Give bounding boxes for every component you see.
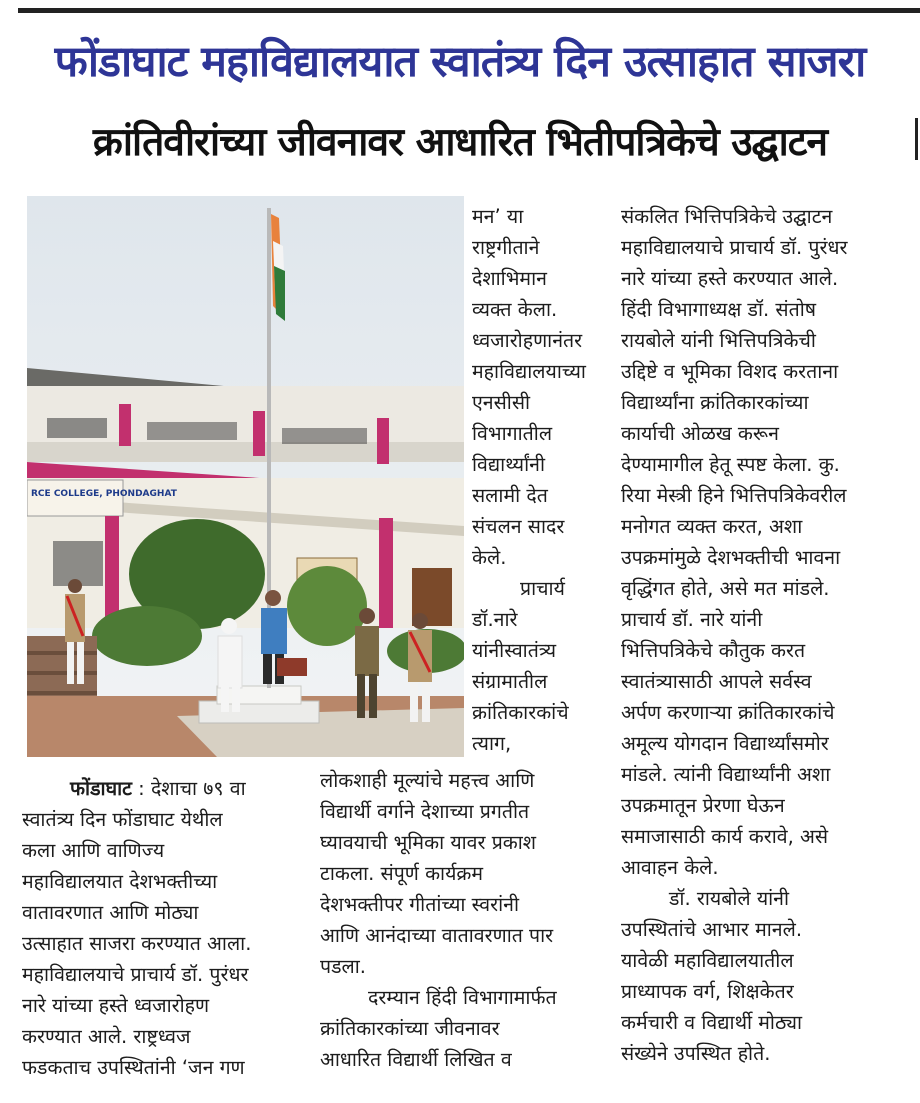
subheadline: क्रांतिवीरांच्या जीवनावर आधारित भितीपत्रिकेचे उद्घाटन — [92, 120, 828, 165]
text-line: डॉ.नारे — [472, 608, 518, 631]
text-line: यावेळी महाविद्यालयातील — [621, 949, 794, 972]
text-line: संख्येने उपस्थित होते. — [621, 1042, 771, 1065]
text-line: घ्यावयाची भूमिका यावर प्रकाश — [320, 831, 537, 854]
text-line: समाजासाठी कार्य करावे, असे — [621, 825, 829, 848]
text-line: मांडले. त्यांनी विद्यार्थ्यांनी अशा — [621, 763, 831, 786]
text-line: सलामी देत — [472, 484, 548, 507]
text-line: संचलन सादर — [472, 515, 565, 538]
text-line: वृद्धिंगत होते, असे मत मांडले. — [621, 577, 830, 600]
text-line: कर्मचारी व विद्यार्थी मोठ्या — [621, 1011, 803, 1034]
text-line: केले. — [472, 546, 507, 569]
text-line: विद्यार्थ्यांनी — [472, 453, 545, 476]
text-line: आणि आनंदाच्या वातावरणात पार — [320, 924, 554, 947]
text-line: कला आणि वाणिज्य — [22, 839, 165, 862]
text-line: महाविद्यालयात देशभक्तीच्या — [22, 870, 218, 893]
text-line: मनोगत व्यक्त करत, अशा — [621, 515, 803, 538]
text-line: विद्यार्थी वर्गाने देशाच्या प्रगतीत — [320, 800, 530, 823]
text-line: मन’ या — [472, 205, 524, 228]
text-line: करण्यात आले. राष्ट्रध्वज — [22, 1025, 191, 1048]
text-line: उपस्थितांचे आभार मानले. — [621, 918, 803, 941]
text-line: भित्तिपत्रिकेचे कौतुक करत — [621, 639, 806, 662]
text-line: देशभक्तीपर गीतांच्या स्वरांनी — [320, 893, 519, 916]
text-line: उपक्रमांमुळे देशभक्तीची भावना — [621, 546, 841, 569]
text-line: विभागातील — [472, 422, 553, 445]
text-line: स्वातंत्र्य दिन फोंडाघाट येथील — [22, 808, 223, 831]
text-line: महाविद्यालयाचे प्राचार्य डॉ. पुरंधर — [22, 963, 249, 986]
text-line: उत्साहात साजरा करण्यात आला. — [22, 932, 252, 955]
text-line: त्याग, — [472, 732, 512, 755]
text-line: देशाभिमान — [472, 267, 547, 290]
dateline: फोंडाघाट — [70, 777, 132, 800]
text-line: नारे यांच्या हस्ते करण्यात आले. — [621, 267, 839, 290]
text-line: यांनीस्वातंत्र्य — [472, 639, 557, 662]
text-line: रायबोले यांनी भित्तिपत्रिकेची — [621, 329, 816, 352]
text-line: देण्यामागील हेतू स्पष्ट केला. कु. — [621, 453, 840, 476]
text-line: डॉ. रायबोले यांनी — [669, 887, 790, 910]
text-line: आधारित विद्यार्थी लिखित व — [320, 1048, 512, 1071]
text-line: नारे यांच्या हस्ते ध्वजारोहण — [22, 994, 210, 1017]
text-line: आवाहन केले. — [621, 856, 719, 879]
text-line: वातावरणात आणि मोठ्या — [22, 901, 199, 924]
text-line: अमूल्य योगदान विद्यार्थ्यांसमोर — [621, 732, 829, 755]
text-line: स्वातंत्र्यासाठी आपले सर्वस्व — [621, 670, 812, 693]
text-line: संग्रामातील — [472, 670, 548, 693]
headline: फोंडाघाट महाविद्यालयात स्वातंत्र्य दिन उत्साहात साजरा — [54, 37, 866, 87]
text-line: उद्दिष्टे व भूमिका विशद करताना — [621, 360, 839, 383]
column-right — [621, 201, 891, 1069]
text-line: अर्पण करणाऱ्या क्रांतिकारकांचे — [621, 701, 835, 724]
text-line: हिंदी विभागाध्यक्ष डॉ. संतोष — [621, 298, 817, 321]
text-line: लोकशाही मूल्यांचे महत्त्व आणि — [320, 769, 535, 792]
top-rule — [18, 8, 920, 13]
text-line: : देशाचा ७९ वा — [131, 777, 246, 800]
text-line: टाकला. संपूर्ण कार्यक्रम — [320, 862, 484, 885]
narrow-column — [472, 201, 612, 759]
text-line: फडकताच उपस्थितांनी ‘जन गण — [22, 1056, 245, 1079]
text-line: दरम्यान हिंदी विभागामार्फत — [368, 986, 557, 1009]
text-line: प्राचार्य — [520, 577, 565, 600]
text-line: क्रांतिकारकांच्या जीवनावर — [320, 1017, 500, 1040]
column-middle — [320, 765, 612, 1075]
photo-banner-text: RCE COLLEGE, PHONDAGHAT — [31, 489, 177, 499]
text-line: ध्वजारोहणानंतर — [472, 329, 583, 352]
text-line: रिया मेस्त्री हिने भित्तिपत्रिकेवरील — [621, 484, 847, 507]
text-line: विद्यार्थ्यांना क्रांतिकारकांच्या — [621, 391, 809, 414]
text-line: एनसीसी — [472, 391, 531, 414]
article-photo — [27, 196, 464, 757]
text-line: राष्ट्रगीताने — [472, 236, 540, 259]
text-line: महाविद्यालयाच्या — [472, 360, 586, 383]
text-line: प्राध्यापक वर्ग, शिक्षकेतर — [621, 980, 794, 1003]
text-line: महाविद्यालयाचे प्राचार्य डॉ. पुरंधर — [621, 236, 848, 259]
text-line: उपक्रमातून प्रेरणा घेऊन — [621, 794, 785, 817]
text-line: व्यक्त केला. — [472, 298, 558, 321]
text-line: संकलित भित्तिपत्रिकेचे उद्घाटन — [621, 205, 833, 228]
text-line: कार्याची ओळख करून — [621, 422, 779, 445]
column-left — [22, 773, 304, 1083]
text-line: क्रांतिकारकांचे — [472, 701, 569, 724]
text-line: पडला. — [320, 955, 366, 978]
text-line: प्राचार्य डॉ. नारे यांनी — [621, 608, 763, 631]
